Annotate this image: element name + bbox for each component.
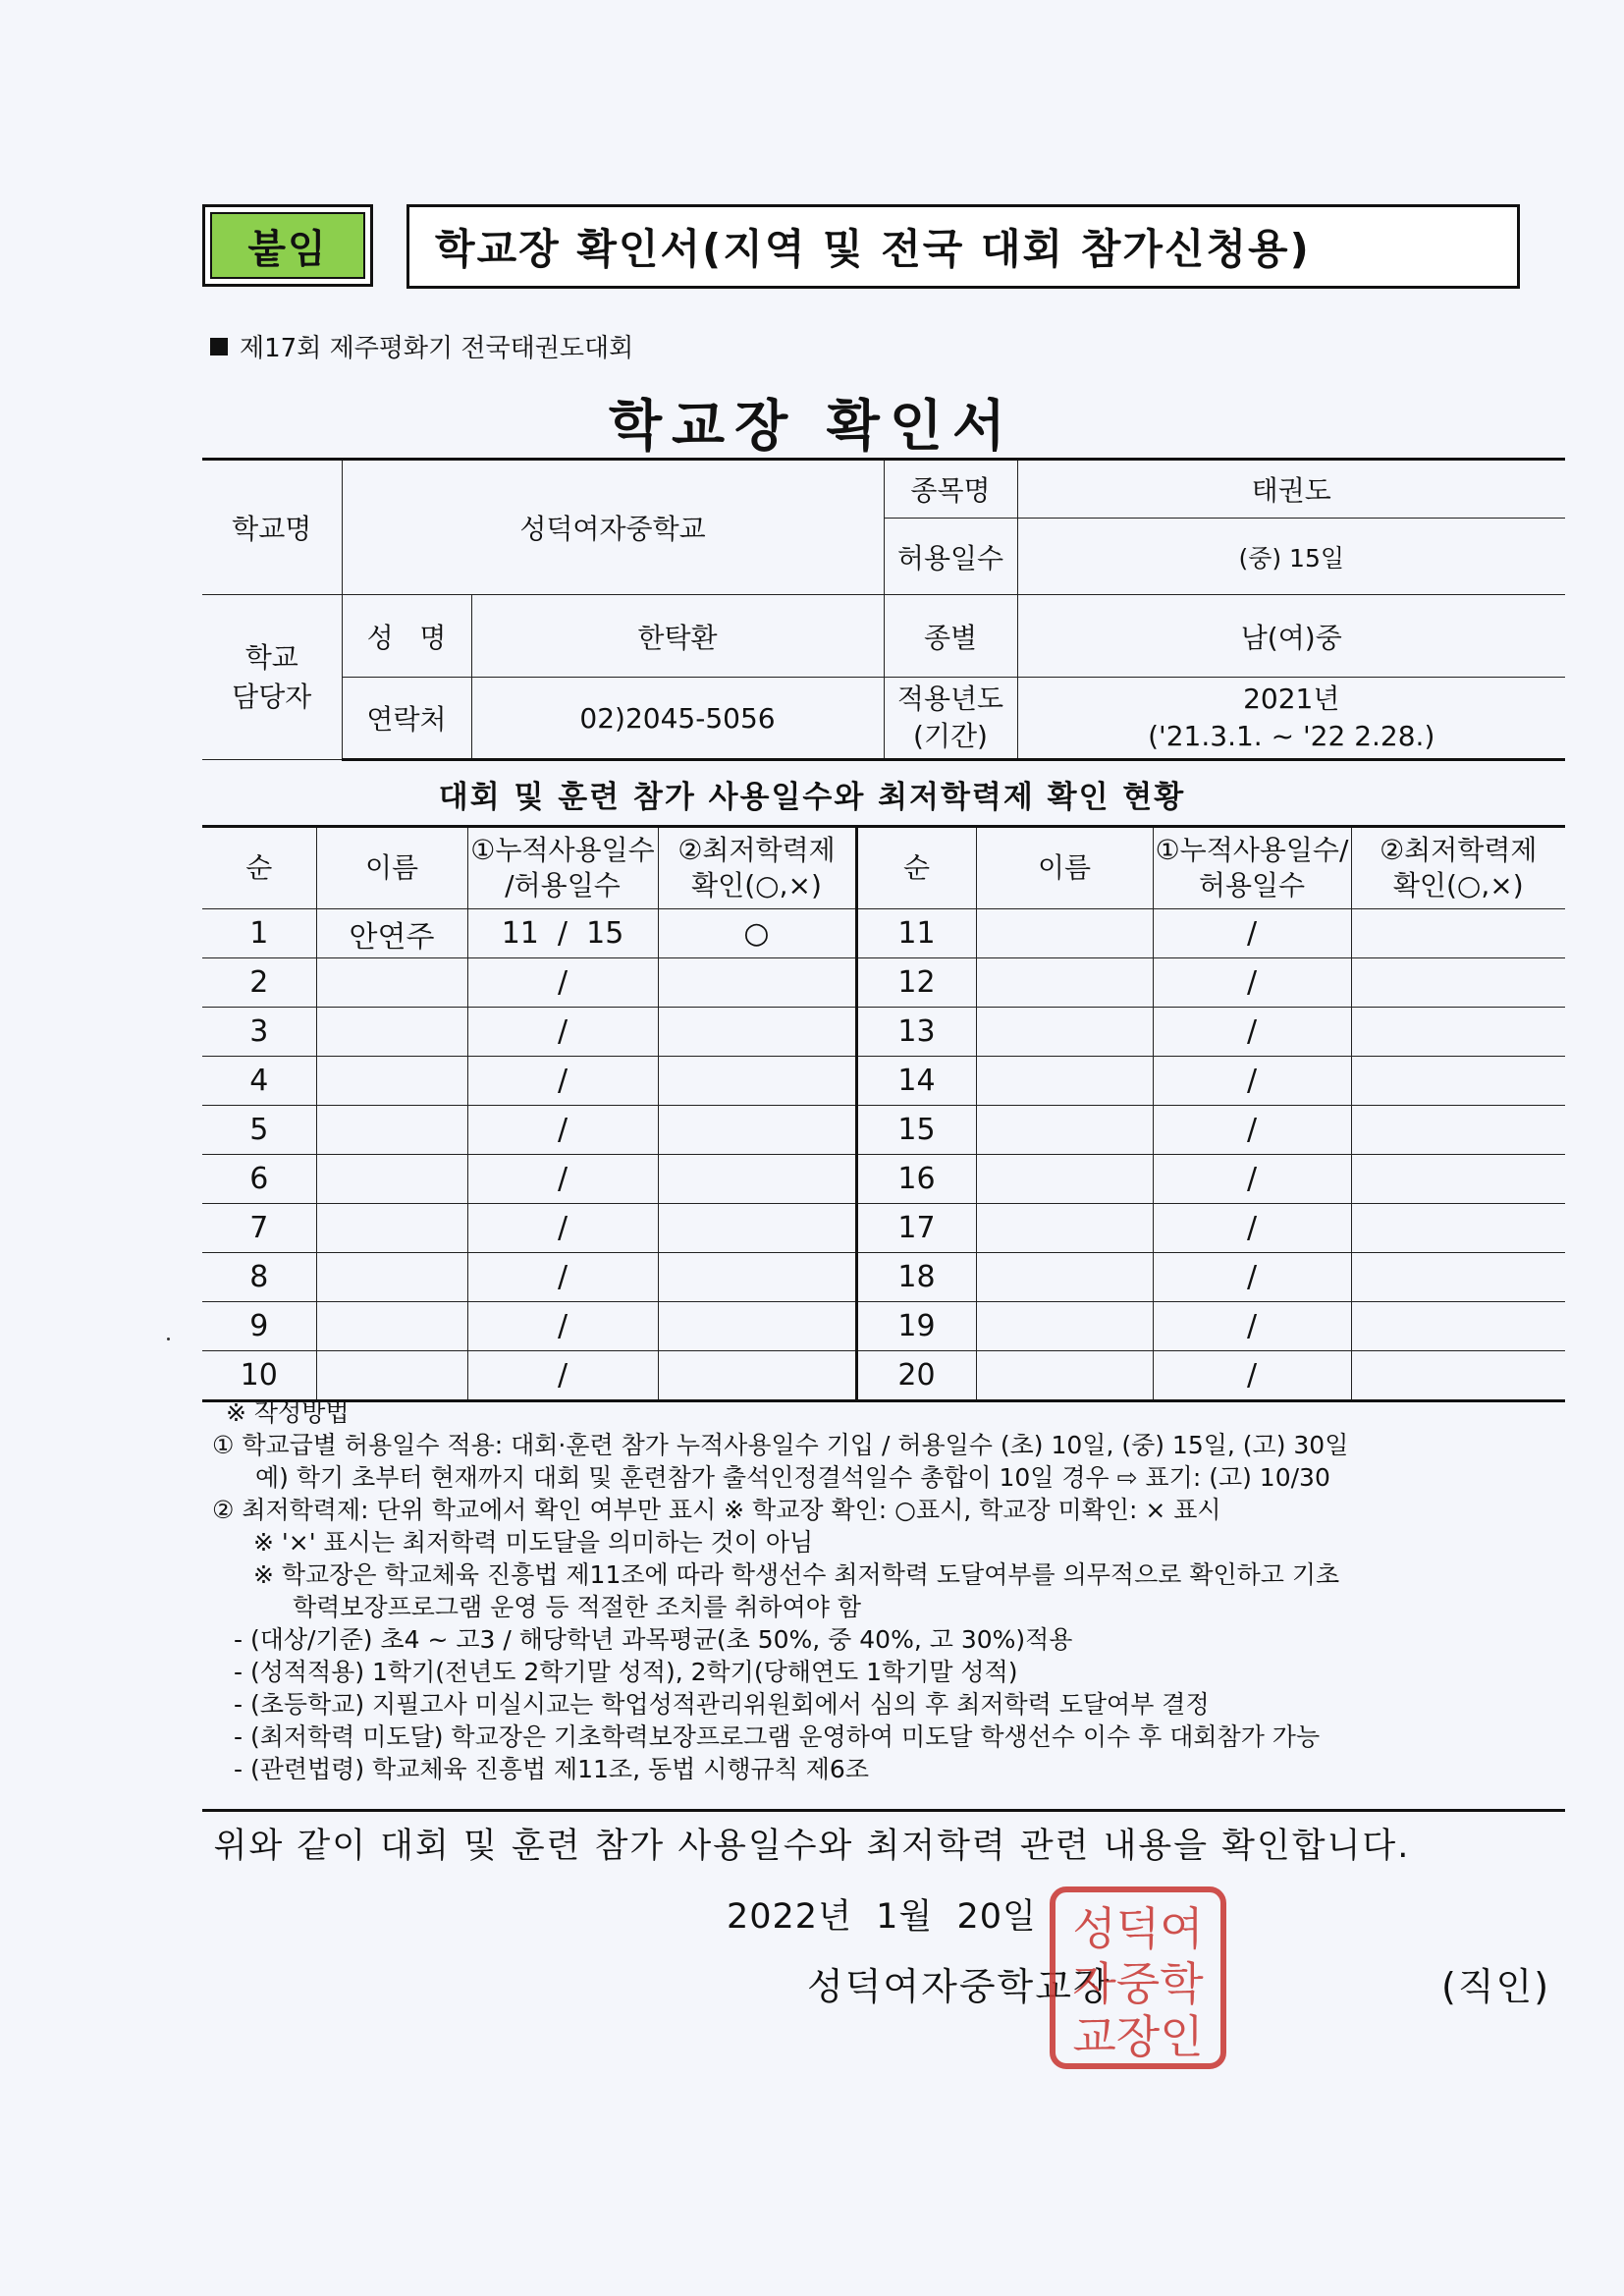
used-days: / bbox=[467, 1253, 658, 1302]
used-days-right: / bbox=[1153, 1302, 1351, 1351]
form-title: 학교장 확인서(지역 및 전국 대회 참가신청용) bbox=[406, 204, 1520, 289]
gender-value: 남(여)중 bbox=[1017, 595, 1565, 678]
period-range: ('21.3.1. ~ '22 2.28.) bbox=[1148, 720, 1435, 752]
square-bullet-icon bbox=[210, 338, 228, 355]
col-header-days-right-line1: ①누적사용일수/ bbox=[1155, 834, 1349, 866]
row-number-right: 13 bbox=[856, 1008, 976, 1057]
used-days-right: / bbox=[1153, 1106, 1351, 1155]
student-name-right bbox=[976, 1106, 1153, 1155]
row-number: 1 bbox=[202, 909, 316, 958]
academic-check-right bbox=[1351, 1155, 1565, 1204]
scan-speck bbox=[167, 1338, 170, 1340]
row-number-right: 12 bbox=[856, 958, 976, 1008]
academic-check bbox=[658, 1351, 856, 1401]
period-label-line2: (기간) bbox=[913, 720, 988, 752]
event-name: 제17회 제주평화기 전국태권도대회 bbox=[240, 334, 634, 363]
used-days: / bbox=[467, 1008, 658, 1057]
academic-check-right bbox=[1351, 958, 1565, 1008]
table-row bbox=[202, 909, 1565, 958]
seal-note: (직인) bbox=[1441, 1965, 1551, 2008]
student-name: 안연주 bbox=[316, 909, 467, 958]
used-days: / bbox=[467, 1204, 658, 1253]
used-days: / bbox=[467, 1302, 658, 1351]
issue-date: 2022년 1월 20일 bbox=[727, 1897, 1037, 1937]
student-name-right bbox=[976, 1253, 1153, 1302]
row-number-right: 18 bbox=[856, 1253, 976, 1302]
academic-check bbox=[658, 958, 856, 1008]
col-header-days-right bbox=[1153, 827, 1351, 909]
academic-check bbox=[658, 1204, 856, 1253]
seal-line1: 성덕여 bbox=[1072, 1902, 1204, 1955]
instructions bbox=[212, 1396, 1567, 1785]
academic-check-right bbox=[1351, 1106, 1565, 1155]
student-name-right bbox=[976, 958, 1153, 1008]
col-header-name: 이름 bbox=[316, 827, 467, 909]
sport-label: 종목명 bbox=[884, 460, 1017, 519]
school-name: 성덕여자중학교 bbox=[342, 460, 884, 595]
attachment-label-box bbox=[202, 204, 373, 287]
note-heading: ※ 작성방법 bbox=[226, 1398, 350, 1427]
note-item: - (성적적용) 1학기(전년도 2학기말 성적), 2학기(당해연도 1학기말 성적) bbox=[234, 1658, 1018, 1686]
used-days: 11 / 15 bbox=[467, 909, 658, 958]
row-number: 5 bbox=[202, 1106, 316, 1155]
col-header-academic-right-line2: 확인(○,×) bbox=[1392, 869, 1524, 902]
period-label bbox=[884, 678, 1017, 760]
student-name bbox=[316, 1155, 467, 1204]
row-number: 6 bbox=[202, 1155, 316, 1204]
col-header-academic-line2: 확인(○,×) bbox=[691, 869, 822, 902]
table-row bbox=[202, 1008, 1565, 1057]
table-row bbox=[202, 1204, 1565, 1253]
academic-check bbox=[658, 1302, 856, 1351]
period-value bbox=[1017, 678, 1565, 760]
contact-value: 02)2045-5056 bbox=[471, 678, 884, 760]
year-value: 2021년 bbox=[1243, 683, 1340, 715]
used-days-right: / bbox=[1153, 958, 1351, 1008]
student-name bbox=[316, 1008, 467, 1057]
student-name-right bbox=[976, 1008, 1153, 1057]
student-name bbox=[316, 958, 467, 1008]
used-days: / bbox=[467, 958, 658, 1008]
row-number-right: 20 bbox=[856, 1351, 976, 1401]
student-name bbox=[316, 1351, 467, 1401]
col-header-days-line1: ①누적사용일수 bbox=[470, 834, 655, 866]
academic-check-right bbox=[1351, 1253, 1565, 1302]
student-name-right bbox=[976, 1351, 1153, 1401]
student-name bbox=[316, 1106, 467, 1155]
period-label-line1: 적용년도 bbox=[896, 683, 1004, 715]
row-number: 10 bbox=[202, 1351, 316, 1401]
row-number-right: 17 bbox=[856, 1204, 976, 1253]
academic-check-right bbox=[1351, 1351, 1565, 1401]
used-days: / bbox=[467, 1155, 658, 1204]
note-item: - (초등학교) 지필고사 미실시교는 학업성적관리위원회에서 심의 후 최저학력 도달여부 결정 bbox=[234, 1690, 1210, 1719]
contact-label: 연락처 bbox=[342, 678, 471, 760]
row-number-right: 14 bbox=[856, 1057, 976, 1106]
table-row bbox=[202, 1155, 1565, 1204]
row-number-right: 15 bbox=[856, 1106, 976, 1155]
used-days: / bbox=[467, 1057, 658, 1106]
note-item: ② 최저학력제: 단위 학교에서 확인 여부만 표시 ※ 학교장 확인: ○표시, 학교장 미확인: × 표시 bbox=[212, 1496, 1221, 1524]
note-item: 예) 학기 초부터 현재까지 대회 및 훈련참가 출석인정결석일수 총합이 10일 경우 ⇨ 표기: (고) 10/30 bbox=[255, 1463, 1330, 1492]
divider bbox=[202, 1809, 1565, 1812]
note-item: - (대상/기준) 초4 ~ 고3 / 해당학년 과목평균(초 50%, 중 40%, 고 30%)적용 bbox=[234, 1625, 1073, 1654]
allowed-days-label: 허용일수 bbox=[884, 519, 1017, 595]
col-header-academic bbox=[658, 827, 856, 909]
table-row bbox=[202, 958, 1565, 1008]
used-days-right: / bbox=[1153, 1057, 1351, 1106]
event-line bbox=[210, 328, 633, 364]
academic-check bbox=[658, 1155, 856, 1204]
name-label: 성 명 bbox=[342, 595, 471, 678]
col-header-days-right-line2: 허용일수 bbox=[1198, 869, 1306, 902]
attachment-label: 붙임 bbox=[210, 212, 365, 279]
usage-section-title: 대회 및 훈련 참가 사용일수와 최저학력제 확인 현황 bbox=[438, 780, 1186, 815]
table-row bbox=[202, 1351, 1565, 1401]
note-item: ① 학교급별 허용일수 적용: 대회·훈련 참가 누적사용일수 기입 / 허용일수 (초) 10일, (중) 15일, (고) 30일 bbox=[212, 1431, 1349, 1459]
academic-check-right bbox=[1351, 909, 1565, 958]
row-number: 8 bbox=[202, 1253, 316, 1302]
table-row bbox=[202, 1057, 1565, 1106]
row-number-right: 19 bbox=[856, 1302, 976, 1351]
seal-line2: 자중학 bbox=[1072, 1957, 1204, 2010]
student-name-right bbox=[976, 1204, 1153, 1253]
academic-check bbox=[658, 1106, 856, 1155]
official-seal-icon bbox=[1047, 1884, 1229, 2072]
academic-check bbox=[658, 1057, 856, 1106]
row-number: 3 bbox=[202, 1008, 316, 1057]
table-row bbox=[202, 1106, 1565, 1155]
academic-check-right bbox=[1351, 1057, 1565, 1106]
used-days-right: / bbox=[1153, 1155, 1351, 1204]
academic-check-right bbox=[1351, 1008, 1565, 1057]
manager-label-line2: 담당자 bbox=[232, 680, 312, 713]
used-days: / bbox=[467, 1351, 658, 1401]
col-header-days-line2: /허용일수 bbox=[505, 869, 621, 902]
used-days: / bbox=[467, 1106, 658, 1155]
table-row bbox=[202, 1302, 1565, 1351]
student-name bbox=[316, 1204, 467, 1253]
academic-check-right bbox=[1351, 1302, 1565, 1351]
col-header-days bbox=[467, 827, 658, 909]
academic-check-right bbox=[1351, 1204, 1565, 1253]
used-days-right: / bbox=[1153, 909, 1351, 958]
academic-check: ○ bbox=[658, 909, 856, 958]
seal-line3: 교장인 bbox=[1072, 2010, 1204, 2063]
note-item: - (관련법령) 학교체육 진흥법 제11조, 동법 시행규칙 제6조 bbox=[234, 1755, 869, 1783]
student-name bbox=[316, 1253, 467, 1302]
note-item: 학력보장프로그램 운영 등 적절한 조치를 취하여야 함 bbox=[293, 1593, 861, 1621]
used-days-right: / bbox=[1153, 1253, 1351, 1302]
col-header-no: 순 bbox=[202, 827, 316, 909]
student-name-right bbox=[976, 1057, 1153, 1106]
row-number-right: 16 bbox=[856, 1155, 976, 1204]
table-row bbox=[202, 1253, 1565, 1302]
row-number-right: 11 bbox=[856, 909, 976, 958]
note-item: ※ '×' 표시는 최저학력 미도달을 의미하는 것이 아님 bbox=[253, 1528, 814, 1557]
used-days-right: / bbox=[1153, 1204, 1351, 1253]
manager-label-line1: 학교 bbox=[244, 640, 298, 674]
row-number: 7 bbox=[202, 1204, 316, 1253]
col-header-no-right: 순 bbox=[856, 827, 976, 909]
sport-value: 태권도 bbox=[1017, 460, 1565, 519]
student-name-right bbox=[976, 1155, 1153, 1204]
document-title: 학교장 확인서 bbox=[608, 395, 1016, 459]
col-header-academic-right-line1: ②최저학력제 bbox=[1380, 834, 1538, 866]
student-name bbox=[316, 1057, 467, 1106]
usage-table bbox=[202, 825, 1565, 1402]
gender-label: 종별 bbox=[884, 595, 1017, 678]
academic-check bbox=[658, 1253, 856, 1302]
principal-signature: 성덕여자중학교장 bbox=[807, 1965, 1111, 2008]
confirm-statement: 위와 같이 대회 및 훈련 참가 사용일수와 최저학력 관련 내용을 확인합니다. bbox=[213, 1827, 1411, 1866]
student-name bbox=[316, 1302, 467, 1351]
col-header-academic-line1: ②최저학력제 bbox=[677, 834, 836, 866]
allowed-days-value: (중) 15일 bbox=[1017, 519, 1565, 595]
row-number: 9 bbox=[202, 1302, 316, 1351]
used-days-right: / bbox=[1153, 1008, 1351, 1057]
col-header-academic-right bbox=[1351, 827, 1565, 909]
student-name-right bbox=[976, 1302, 1153, 1351]
school-info-table bbox=[202, 458, 1565, 761]
used-days-right: / bbox=[1153, 1351, 1351, 1401]
note-item: ※ 학교장은 학교체육 진흥법 제11조에 따라 학생선수 최저학력 도달여부를 의무적으로 확인하고 기초 bbox=[253, 1560, 1340, 1589]
student-name-right bbox=[976, 909, 1153, 958]
manager-label bbox=[202, 595, 342, 760]
academic-check bbox=[658, 1008, 856, 1057]
row-number: 2 bbox=[202, 958, 316, 1008]
manager-name: 한탁환 bbox=[471, 595, 884, 678]
note-item: - (최저학력 미도달) 학교장은 기초학력보장프로그램 운영하여 미도달 학생선수 이수 후 대회참가 가능 bbox=[234, 1722, 1321, 1751]
row-number: 4 bbox=[202, 1057, 316, 1106]
col-header-name-right: 이름 bbox=[976, 827, 1153, 909]
school-name-label: 학교명 bbox=[202, 460, 342, 595]
